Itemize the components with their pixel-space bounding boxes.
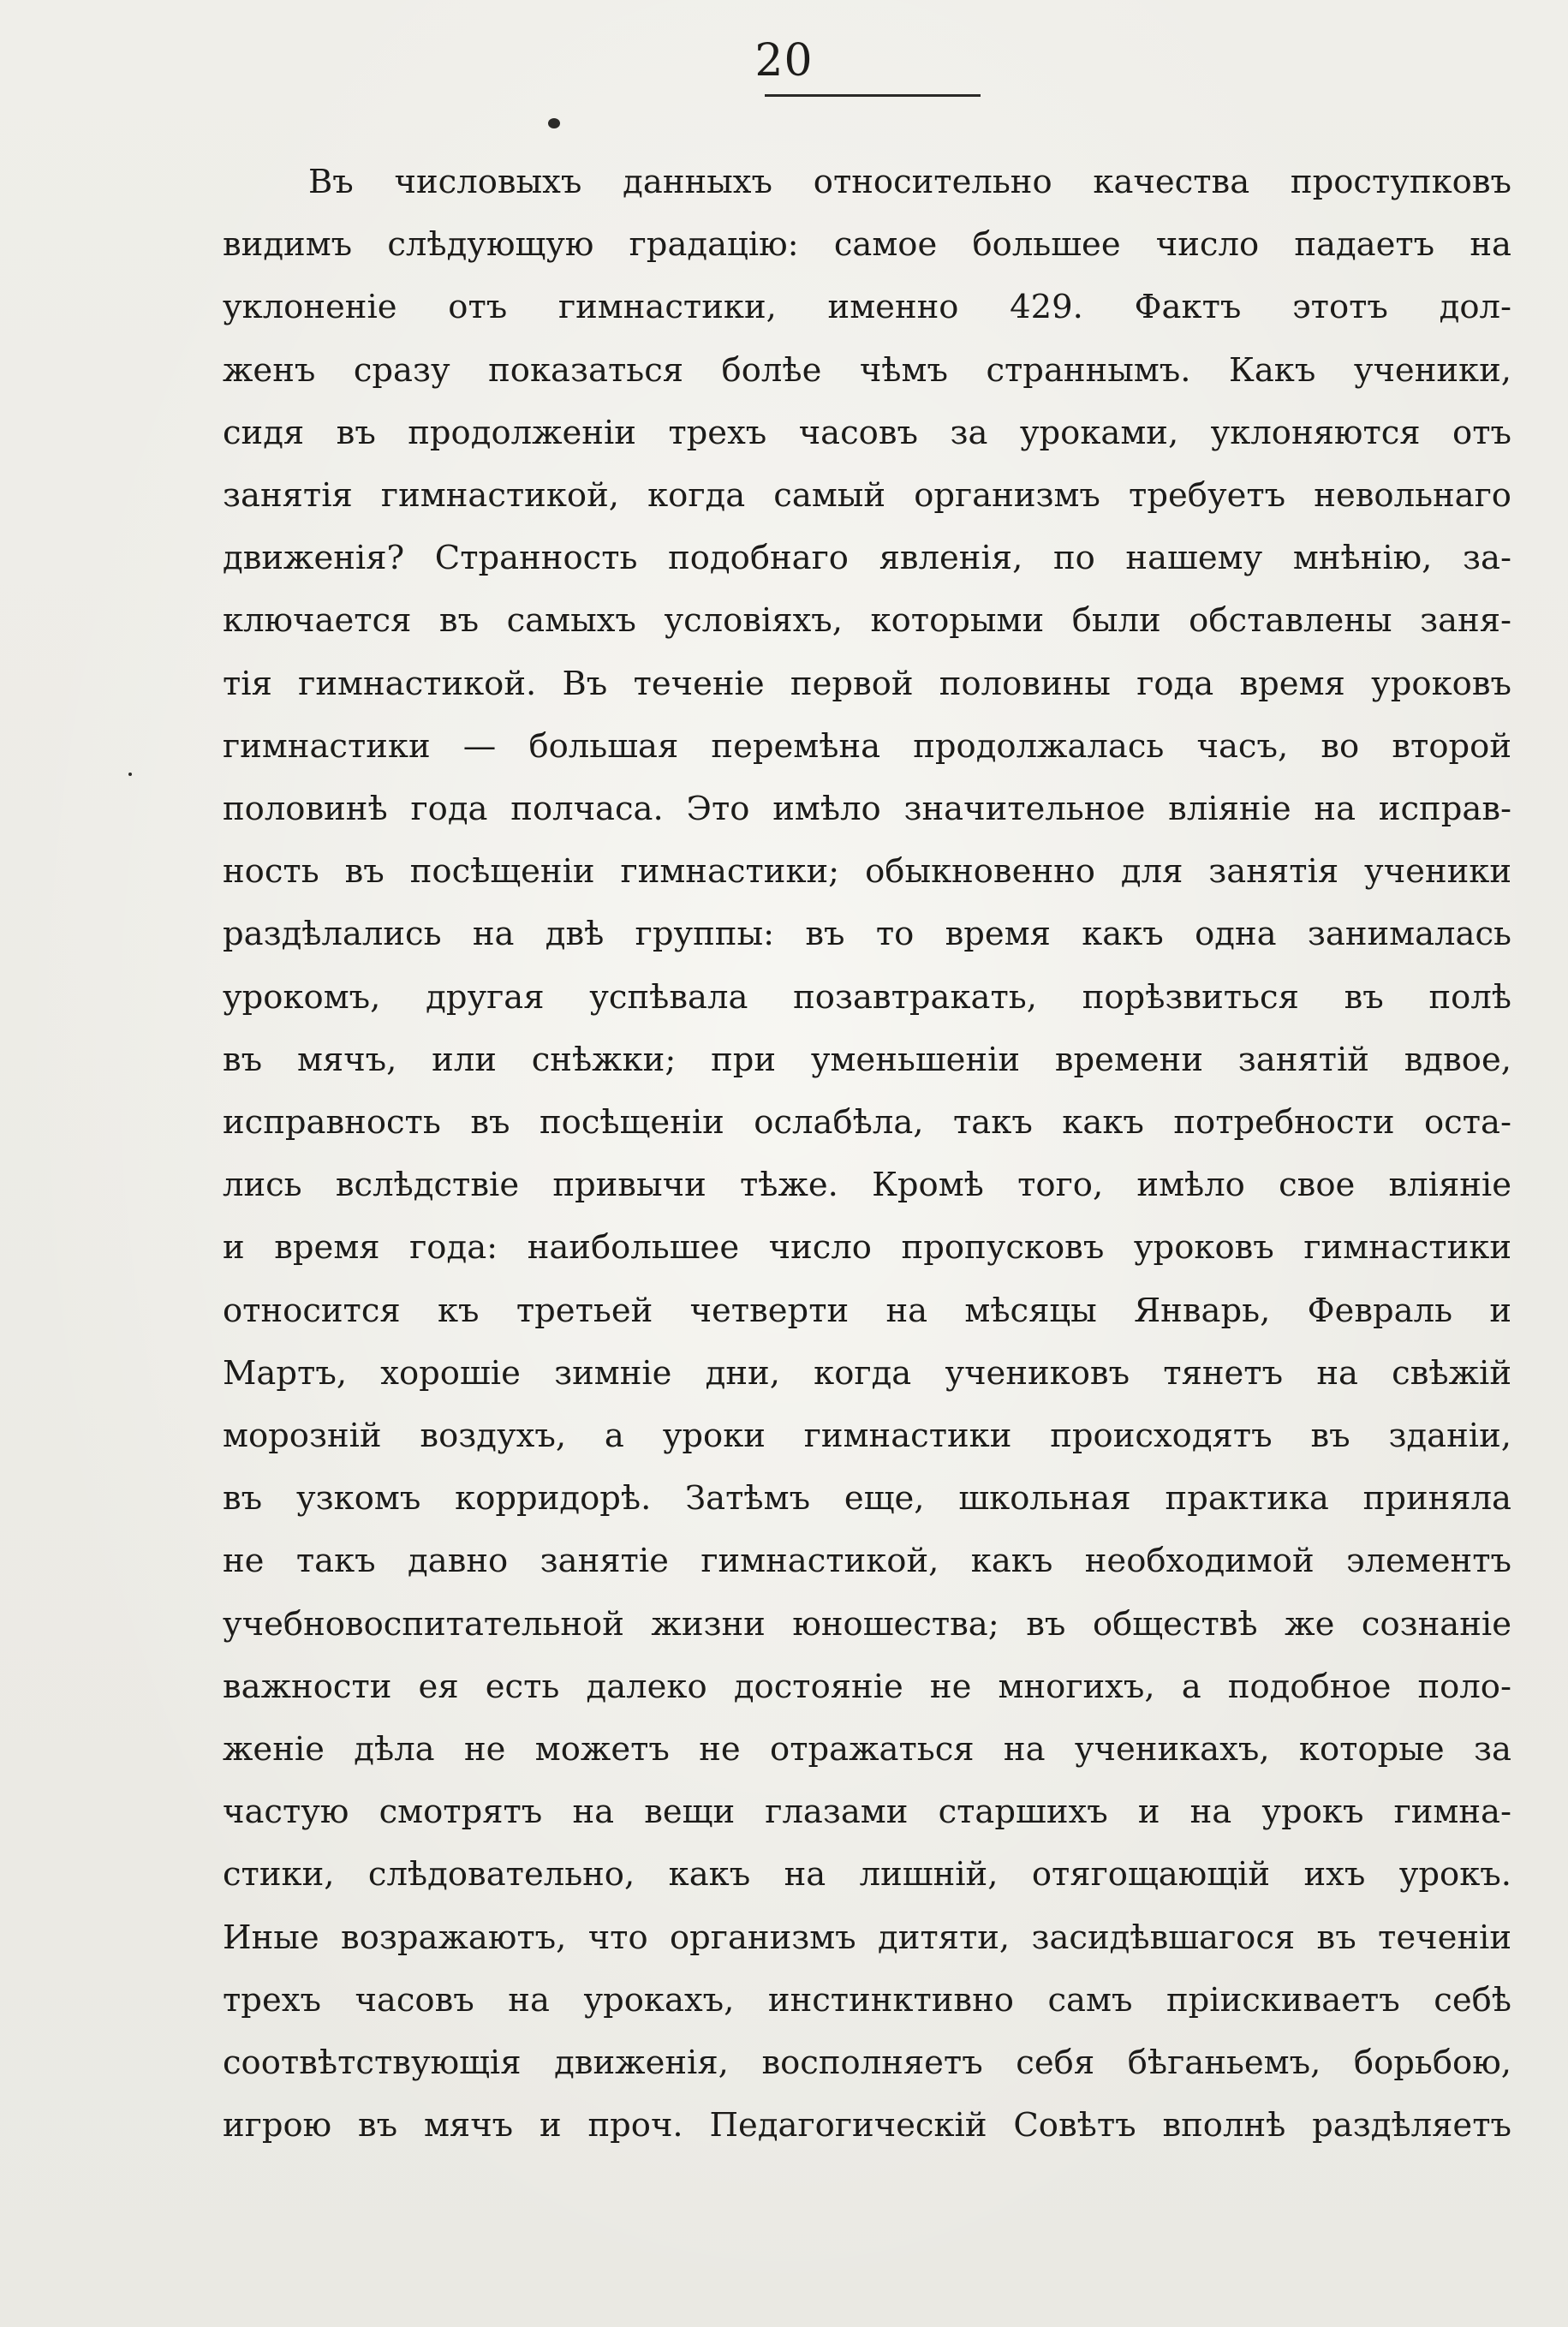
ink-speck — [548, 118, 560, 128]
text-line: женъ сразу показаться болѣе чѣмъ страннымъ. Какъ ученики, — [223, 350, 1511, 390]
text-line: занятія гимнастикой, когда самый организмъ требуетъ невольнаго — [223, 476, 1511, 516]
text-line: учебновоспитательной жизни юношества; въ обществѣ же сознаніе — [223, 1604, 1511, 1644]
text-line: Въ числовыхъ данныхъ относительно качества проступковъ — [308, 163, 1511, 201]
text-line: ключается въ самыхъ условіяхъ, которыми были обставлены заня- — [223, 601, 1511, 641]
text-line: сидя въ продолженіи трехъ часовъ за уроками, уклоняются отъ — [223, 413, 1511, 452]
ink-speck — [128, 773, 132, 776]
text-line: трехъ часовъ на урокахъ, инстинктивно самъ пріискиваетъ себѣ — [223, 1980, 1511, 2020]
body-text — [223, 151, 1511, 2157]
text-line: въ мячъ, или снѣжки; при уменьшеніи времени занятій вдвое, — [223, 1040, 1511, 1079]
text-line: исправность въ посѣщеніи ослабѣла, такъ какъ потребности оста- — [223, 1103, 1511, 1143]
text-line: тія гимнастикой. Въ теченіе первой половины года время уроковъ — [223, 664, 1511, 703]
text-line: ность въ посѣщеніи гимнастики; обыкновенно для занятія ученики — [223, 852, 1511, 892]
text-line: соотвѣтствующія движенія, восполняетъ себя бѣганьемъ, борьбою, — [223, 2044, 1511, 2083]
text-line: морозній воздухъ, а уроки гимнастики происходятъ въ зданіи, — [223, 1417, 1511, 1456]
text-line: относится къ третьей четверти на мѣсяцы Январь, Февраль и — [223, 1291, 1511, 1330]
text-line: половинѣ года полчаса. Это имѣло значительное вліяніе на исправ- — [223, 790, 1511, 829]
page-number: 20 — [754, 35, 814, 87]
text-line: движенія? Странность подобнаго явленія, по нашему мнѣнію, за- — [223, 539, 1511, 578]
text-line: частую смотрятъ на вещи глазами старшихъ и на урокъ гимна- — [223, 1793, 1511, 1832]
page-number-rule — [765, 94, 981, 97]
text-line: гимнастики — большая перемѣна продолжалась часъ, во второй — [223, 726, 1511, 766]
text-line: видимъ слѣдующую градацію: самое большее число падаетъ на — [223, 225, 1511, 265]
text-line: женіе дѣла не можетъ не отражаться на ученикахъ, которые за — [223, 1730, 1511, 1769]
text-line: Иные возражаютъ, что организмъ дитяти, засидѣвшагося въ теченіи — [223, 1918, 1511, 1957]
text-line: Мартъ, хорошіе зимніе дни, когда учениковъ тянетъ на свѣжій — [223, 1353, 1511, 1393]
text-line: въ узкомъ корридорѣ. Затѣмъ еще, школьная практика приняла — [223, 1479, 1511, 1519]
text-line: урокомъ, другая успѣвала позавтракать, порѣзвиться въ полѣ — [223, 977, 1511, 1017]
text-line: не такъ давно занятіе гимнастикой, какъ необходимой элементъ — [223, 1542, 1511, 1581]
text-line: стики, слѣдовательно, какъ на лишній, отягощающій ихъ урокъ. — [223, 1855, 1511, 1894]
text-line: и время года: наибольшее число пропусковъ уроковъ гимнастики — [223, 1228, 1511, 1268]
text-line: раздѣлались на двѣ группы: въ то время какъ одна занималась — [223, 915, 1511, 954]
text-line: лись вслѣдствіе привычи тѣже. Кромѣ того, имѣло свое вліяніе — [223, 1166, 1511, 1205]
text-line: уклоненіе отъ гимнастики, именно 429. Фактъ этотъ дол- — [223, 288, 1511, 327]
text-line: важности ея есть далеко достояніе не многихъ, а подобное поло- — [223, 1667, 1511, 1706]
text-line: игрою въ мячъ и проч. Педагогическій Совѣтъ вполнѣ раздѣляетъ — [223, 2106, 1511, 2145]
